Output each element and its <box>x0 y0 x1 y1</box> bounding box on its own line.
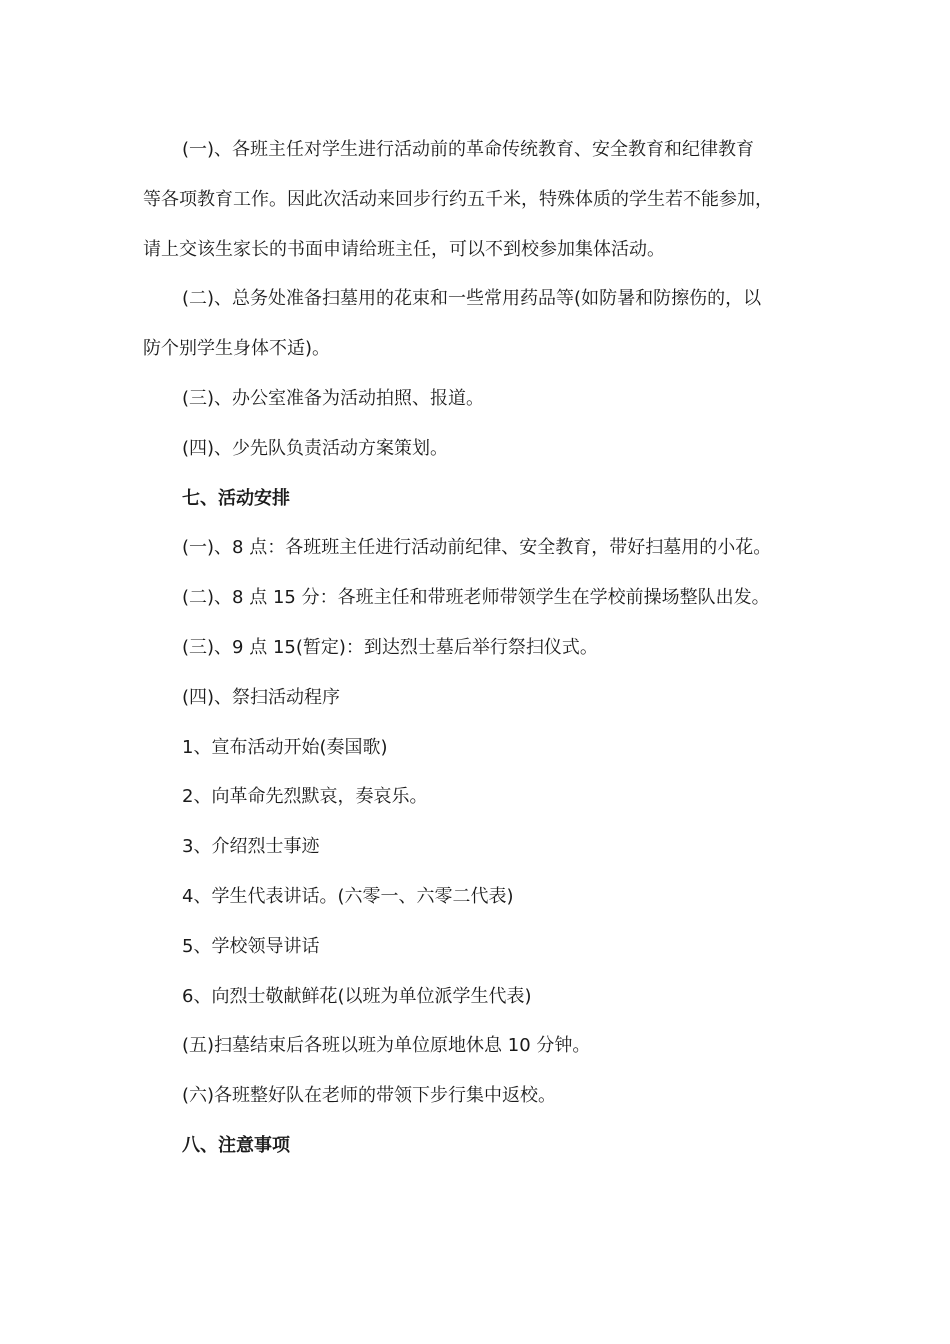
schedule-item: (六)各班整好队在老师的带领下步行集中返校。 <box>182 1085 557 1107</box>
program-step: 2、向革命先烈默哀，奏哀乐。 <box>182 786 428 808</box>
section-heading: 八、注意事项 <box>182 1134 290 1156</box>
program-step: 1、宣布活动开始(奏国歌) <box>182 736 388 758</box>
document-body <box>143 130 823 1176</box>
schedule-item: (四)、祭扫活动程序 <box>182 686 341 708</box>
schedule-item: (三)、9 点 15(暂定)：到达烈士墓后举行祭扫仪式。 <box>182 636 598 658</box>
paragraph-line: (一)、各班主任对学生进行活动前的革命传统教育、安全教育和纪律教育 <box>182 139 755 160</box>
schedule-item: (一)、8 点：各班班主任进行活动前纪律、安全教育，带好扫墓用的小花。 <box>182 537 772 559</box>
paragraph-line: 等各项教育工作。因此次活动来回步行约五千米，特殊体质的学生若不能参加， <box>143 188 773 210</box>
paragraph-line: 请上交该生家长的书面申请给班主任，可以不到校参加集体活动。 <box>143 238 665 260</box>
paragraph-line: (四)、少先队负责活动方案策划。 <box>182 437 449 459</box>
program-step: 6、向烈士敬献鲜花(以班为单位派学生代表) <box>182 985 532 1007</box>
program-step: 3、介绍烈士事迹 <box>182 836 320 858</box>
schedule-item: (五)扫墓结束后各班以班为单位原地休息 10 分钟。 <box>182 1035 591 1057</box>
paragraph-line: (二)、总务处准备扫墓用的花束和一些常用药品等(如防暑和防擦伤的，以 <box>182 288 762 310</box>
section-heading: 七、活动安排 <box>182 487 290 509</box>
paragraph-line: (三)、办公室准备为活动拍照、报道。 <box>182 387 485 409</box>
schedule-item: (二)、8 点 15 分：各班主任和带班老师带领学生在学校前操场整队出发。 <box>182 587 770 609</box>
program-step: 4、学生代表讲话。(六零一、六零二代表) <box>182 885 514 907</box>
program-step: 5、学校领导讲话 <box>182 935 320 957</box>
paragraph-line: 防个别学生身体不适)。 <box>143 338 331 360</box>
